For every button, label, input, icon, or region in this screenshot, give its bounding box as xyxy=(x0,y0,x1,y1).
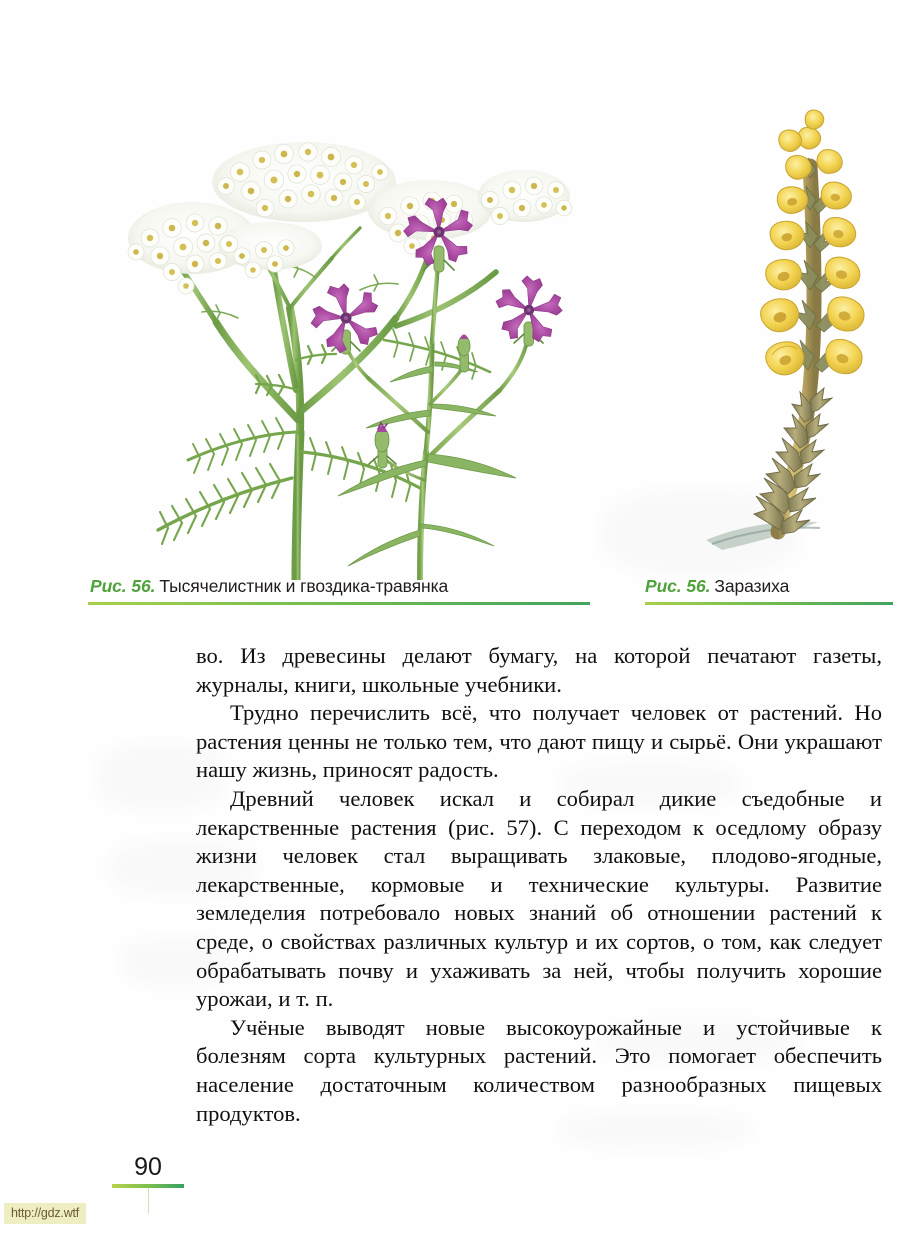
caption-left xyxy=(90,576,448,597)
yarrow-carnation-drawing xyxy=(120,60,580,580)
figure-captions xyxy=(0,572,910,618)
paragraph: во. Из древесины делают бумагу, на которой печатают газеты, журналы, книги, школьные учебники. xyxy=(196,643,882,697)
broomrape-drawing xyxy=(700,70,900,570)
caption-right xyxy=(645,576,789,597)
paragraph: Древний человек искал и собирал дикие съедобные и лекарственные растения (рис. 57). С переходом к оседлому образу жизни человек стал выращивать злаковые, плодово-ягодные, лекарственные, кормовые и технические культуры. Развитие земледелия потребовало новых знаний об отношении растений к среде, о свойствах различных культур и их сортов, о том, как следует обрабатывать почву и ухаживать за ней, чтобы получить хорошие урожаи, и т. п. xyxy=(196,785,882,1012)
illustration-band xyxy=(0,0,910,580)
caption-left-figure-number: Рис. 56. xyxy=(90,576,156,596)
body-text xyxy=(196,642,882,1128)
yarrow-florets xyxy=(128,143,572,294)
yarrow-leaves xyxy=(158,261,490,544)
page-number: 90 xyxy=(134,1153,162,1181)
caption-left-text: Тысячелистник и гвоздика-травянка xyxy=(159,576,449,596)
figure-yarrow-carnation xyxy=(120,60,580,580)
caption-right-rule xyxy=(645,602,893,605)
carnation-plant xyxy=(310,198,562,580)
broomrape-scales xyxy=(754,388,832,534)
figure-broomrape xyxy=(700,70,900,570)
caption-right-text: Заразиха xyxy=(714,576,790,596)
watermark-url[interactable]: http://gdz.wtf xyxy=(4,1203,86,1224)
folio-tick xyxy=(148,1188,149,1214)
paragraph: Трудно перечислить всё, что получает человек от растений. Но растения ценны не только тем, что дают пищу и сырьё. Они украшают нашу жизнь, приносят радость. xyxy=(196,700,882,783)
caption-right-figure-number: Рис. 56. xyxy=(645,576,711,596)
paragraph: Учёные выводят новые высокоурожайные и устойчивые к болезням сорта культурных растений. Это помогает обеспечить население достаточным количеством разнообразных пищевых продуктов. xyxy=(196,1014,882,1126)
yarrow-flower-clusters xyxy=(128,142,572,294)
caption-left-rule xyxy=(88,602,590,605)
carnation-buds xyxy=(375,335,470,453)
page-folio xyxy=(88,1152,208,1214)
yarrow-stems xyxy=(180,220,496,580)
